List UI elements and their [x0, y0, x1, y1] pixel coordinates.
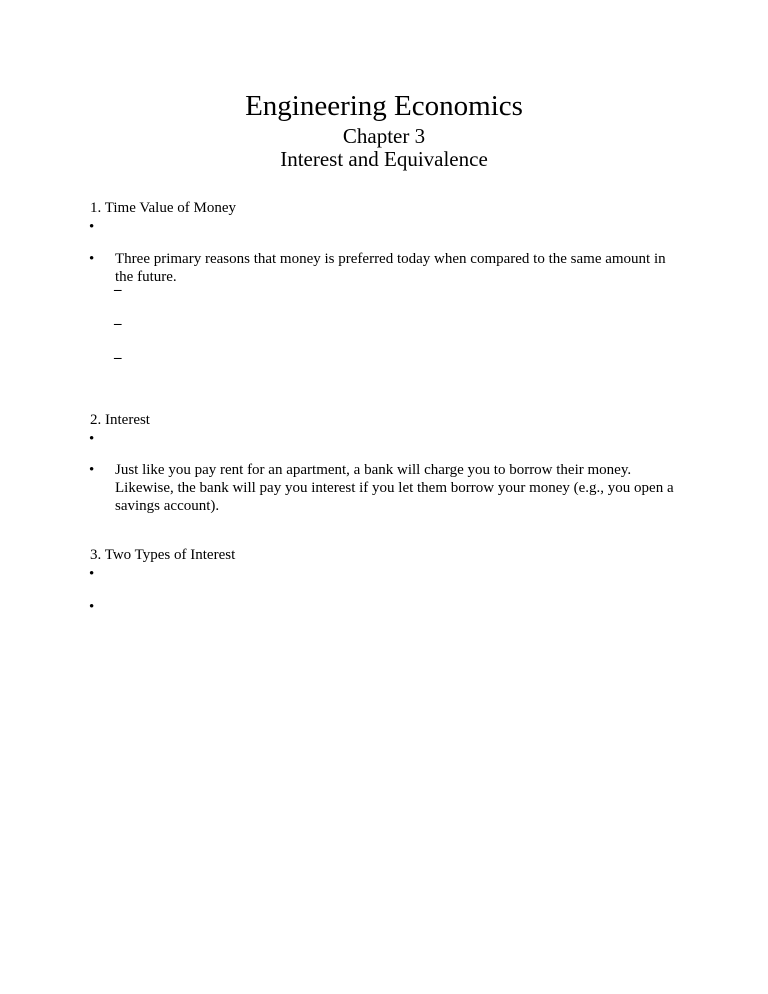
document-title: Engineering Economics [245, 90, 523, 122]
bullet-text-rent-analogy: Just like you pay rent for an apartment, a bank will charge you to borrow their money. Likewise, the bank will pay you interest if you let them borrow your money (e.g., you open a savings account). [115, 462, 674, 514]
bullet-marker: • [89, 599, 95, 615]
section-heading-two-types: 3. Two Types of Interest [90, 547, 236, 563]
chapter-number: Chapter 3 [342, 124, 426, 148]
dash-marker: – [114, 282, 122, 298]
bullet-marker: • [89, 566, 95, 582]
section-heading-interest: 2. Interest [90, 412, 150, 428]
dash-marker: – [114, 350, 122, 366]
section-heading-time-value: 1. Time Value of Money [90, 200, 236, 216]
bullet-marker: • [89, 251, 95, 267]
bullet-marker: • [89, 462, 95, 478]
bullet-text-three-reasons: Three primary reasons that money is preferred today when compared to the same amount in the future. [115, 251, 666, 285]
bullet-marker: • [89, 219, 95, 235]
dash-marker: – [114, 316, 122, 332]
bullet-marker: • [89, 431, 95, 447]
chapter-title: Interest and Equivalence [280, 147, 488, 171]
